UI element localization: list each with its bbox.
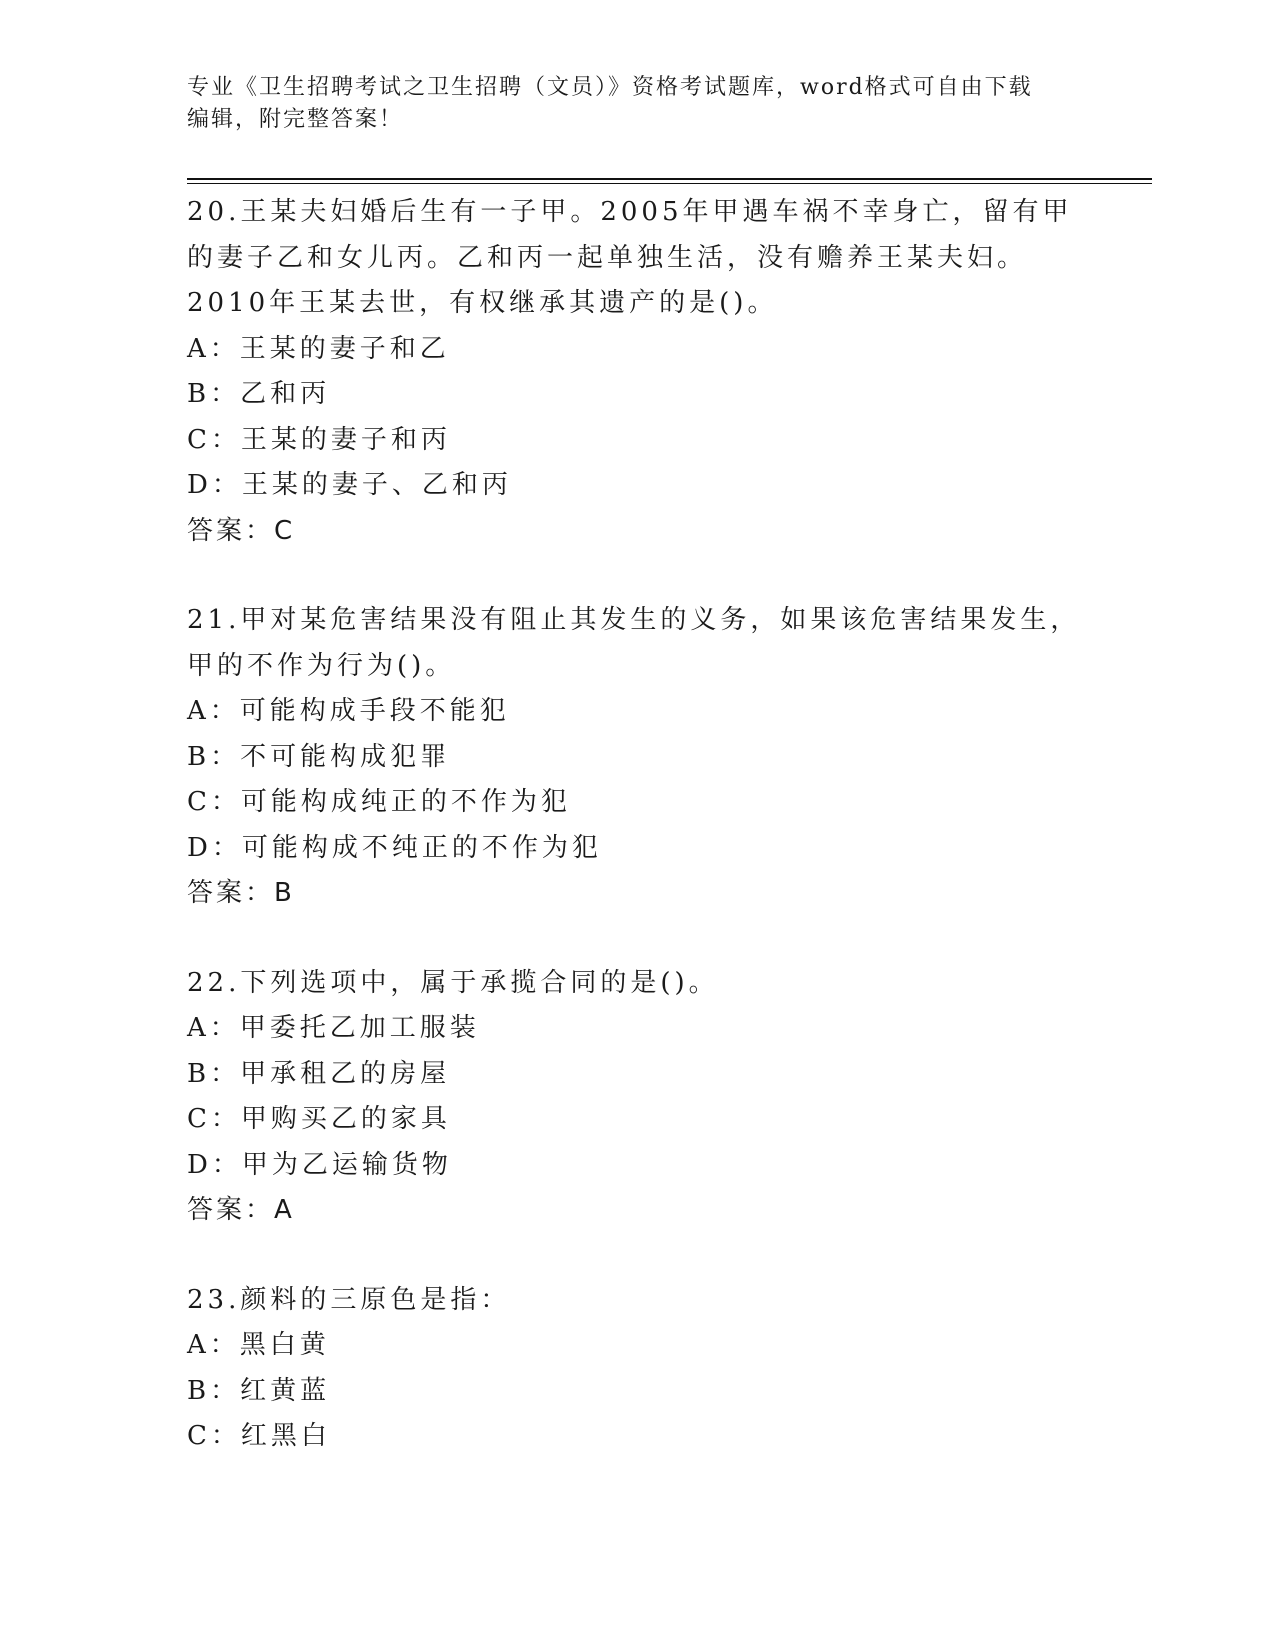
option-d: D：甲为乙运输货物: [187, 1149, 452, 1180]
option-d: D：王某的妻子、乙和丙: [187, 470, 512, 500]
question-21: [187, 598, 1087, 917]
header-line-1: 专业《卫生招聘考试之卫生招聘（文员）》资格考试题库，word格式可自由下载: [187, 75, 1033, 100]
question-text: 20.王某夫妇婚后生有一子甲。2005年甲遇车祸不幸身亡，留有甲的妻子乙和女儿丙。乙和丙一起单独生活，没有赡养王某夫妇。2010年王某去世，有权继承其遗产的是()。: [187, 197, 1073, 318]
option-c: C：甲购买乙的家具: [187, 1104, 451, 1134]
document-header: [187, 72, 1087, 136]
option-b: B：乙和丙: [187, 379, 331, 409]
option-d: D：可能构成不纯正的不作为犯: [187, 832, 602, 863]
option-c: C：红黑白: [187, 1421, 331, 1451]
option-c: C：可能构成纯正的不作为犯: [187, 787, 571, 817]
option-b: B：不可能构成犯罪: [187, 741, 451, 772]
question-23: [187, 1278, 1087, 1460]
question-text: 22.下列选项中，属于承揽合同的是()。: [187, 967, 719, 998]
question-list: [187, 190, 1087, 1504]
option-a: A：黑白黄: [187, 1330, 330, 1360]
option-c: C：王某的妻子和丙: [187, 424, 451, 455]
answer-label: 答案：A: [187, 1195, 295, 1225]
option-a: A：王某的妻子和乙: [187, 333, 450, 364]
answer-label: 答案：B: [187, 878, 295, 908]
question-text: 23.颜料的三原色是指：: [187, 1284, 511, 1315]
header-divider-thick: [187, 178, 1152, 180]
option-a: A：可能构成手段不能犯: [187, 696, 510, 726]
header-divider-thin: [187, 183, 1152, 184]
question-22: [187, 961, 1087, 1234]
option-a: A：甲委托乙加工服装: [187, 1013, 480, 1043]
answer-label: 答案：C: [187, 515, 296, 546]
option-b: B：红黄蓝: [187, 1375, 331, 1406]
question-text: 21.甲对某危害结果没有阻止其发生的义务，如果该危害结果发生，甲的不作为行为()。: [187, 605, 1081, 681]
header-line-2: 编辑，附完整答案！: [187, 107, 404, 132]
option-b: B：甲承租乙的房屋: [187, 1058, 451, 1089]
question-20: [187, 190, 1087, 554]
